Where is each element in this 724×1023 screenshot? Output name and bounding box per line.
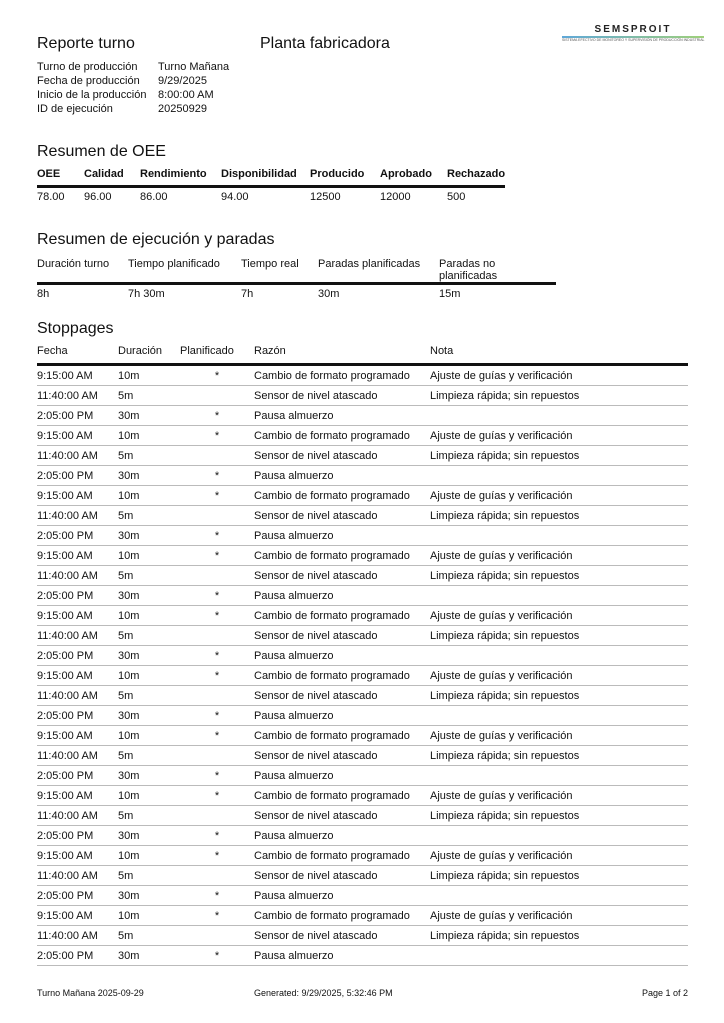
stoppage-time: 11:40:00 AM xyxy=(37,626,118,646)
stoppage-reason: Pausa almuerzo xyxy=(254,766,430,786)
stoppage-row xyxy=(37,606,688,626)
stoppage-reason: Pausa almuerzo xyxy=(254,826,430,846)
stoppage-duration: 30m xyxy=(118,766,180,786)
stoppage-duration: 30m xyxy=(118,646,180,666)
oee-value: 86.00 xyxy=(140,191,168,203)
stoppage-reason: Sensor de nivel atascado xyxy=(254,926,430,946)
oee-value: 94.00 xyxy=(221,191,249,203)
stoppage-planned xyxy=(180,926,254,946)
stoppage-row xyxy=(37,466,688,486)
stoppage-row xyxy=(37,826,688,846)
stoppage-note: Limpieza rápida; sin repuestos xyxy=(430,806,688,826)
logo-tagline: SISTEMA EFECTIVO DE MONITOREO Y SUPERVISIÓN DE PRODUCCIÓN INDUSTRIAL xyxy=(562,38,705,42)
oee-section-title: Resumen de OEE xyxy=(37,143,166,160)
stoppage-reason: Cambio de formato programado xyxy=(254,726,430,746)
stoppage-duration: 10m xyxy=(118,606,180,626)
meta-row xyxy=(37,60,229,74)
stoppage-duration: 10m xyxy=(118,726,180,746)
stoppage-duration: 30m xyxy=(118,406,180,426)
stoppage-row xyxy=(37,446,688,466)
stoppage-duration: 5m xyxy=(118,746,180,766)
stoppage-reason: Cambio de formato programado xyxy=(254,426,430,446)
stoppage-reason: Cambio de formato programado xyxy=(254,786,430,806)
stoppage-planned: * xyxy=(180,486,254,506)
stoppage-note xyxy=(430,946,688,966)
stoppage-reason: Sensor de nivel atascado xyxy=(254,686,430,706)
stoppage-note: Ajuste de guías y verificación xyxy=(430,846,688,866)
stoppage-duration: 5m xyxy=(118,386,180,406)
stoppage-time: 11:40:00 AM xyxy=(37,446,118,466)
oee-header: Rechazado xyxy=(447,168,506,180)
stoppage-reason: Pausa almuerzo xyxy=(254,526,430,546)
stoppage-time: 9:15:00 AM xyxy=(37,546,118,566)
stoppage-duration: 30m xyxy=(118,886,180,906)
stoppage-time: 9:15:00 AM xyxy=(37,486,118,506)
oee-value: 500 xyxy=(447,191,466,203)
stoppage-duration: 10m xyxy=(118,546,180,566)
stoppage-planned: * xyxy=(180,365,254,386)
stoppage-note xyxy=(430,466,688,486)
stoppage-planned: * xyxy=(180,826,254,846)
stoppage-time: 9:15:00 AM xyxy=(37,786,118,806)
stoppage-reason: Cambio de formato programado xyxy=(254,906,430,926)
stoppage-note: Ajuste de guías y verificación xyxy=(430,726,688,746)
stoppage-note xyxy=(430,526,688,546)
oee-value: 12500 xyxy=(310,191,341,203)
stoppage-time: 2:05:00 PM xyxy=(37,526,118,546)
stoppage-row xyxy=(37,726,688,746)
stoppage-row xyxy=(37,526,688,546)
stoppage-planned: * xyxy=(180,706,254,726)
stoppage-reason: Cambio de formato programado xyxy=(254,486,430,506)
stoppage-row xyxy=(37,386,688,406)
stoppage-row xyxy=(37,746,688,766)
stoppage-note: Limpieza rápida; sin repuestos xyxy=(430,626,688,646)
stoppage-reason: Pausa almuerzo xyxy=(254,706,430,726)
stoppage-reason: Sensor de nivel atascado xyxy=(254,446,430,466)
stoppage-note xyxy=(430,406,688,426)
stoppage-time: 2:05:00 PM xyxy=(37,646,118,666)
stoppage-note: Ajuste de guías y verificación xyxy=(430,786,688,806)
stoppages-header: Fecha xyxy=(37,345,68,357)
stoppages-section-title: Stoppages xyxy=(37,320,114,337)
oee-header: Rendimiento xyxy=(140,168,207,180)
oee-value: 78.00 xyxy=(37,191,65,203)
stoppage-row xyxy=(37,506,688,526)
stoppage-note: Ajuste de guías y verificación xyxy=(430,365,688,386)
stoppage-note xyxy=(430,646,688,666)
stoppage-reason: Cambio de formato programado xyxy=(254,846,430,866)
meta-row xyxy=(37,74,229,88)
stoppage-note xyxy=(430,706,688,726)
stoppage-row xyxy=(37,786,688,806)
stoppages-header: Duración xyxy=(118,345,163,357)
footer-generated: Generated: 9/29/2025, 5:32:46 PM xyxy=(254,988,393,998)
meta-row xyxy=(37,102,229,116)
stoppage-row xyxy=(37,365,688,386)
stoppage-time: 2:05:00 PM xyxy=(37,886,118,906)
oee-header: Producido xyxy=(310,168,365,180)
stoppage-row xyxy=(37,846,688,866)
stoppage-duration: 10m xyxy=(118,486,180,506)
stoppages-table xyxy=(37,345,688,966)
stoppage-reason: Cambio de formato programado xyxy=(254,365,430,386)
stoppage-duration: 30m xyxy=(118,526,180,546)
stoppage-planned xyxy=(180,746,254,766)
stoppage-reason: Sensor de nivel atascado xyxy=(254,746,430,766)
stoppage-row xyxy=(37,906,688,926)
meta-value: 20250929 xyxy=(158,103,207,115)
stoppage-row xyxy=(37,486,688,506)
run-header: Tiempo real xyxy=(241,258,299,270)
footer-left: Turno Mañana 2025-09-29 xyxy=(37,988,144,998)
stoppage-note xyxy=(430,826,688,846)
stoppage-duration: 10m xyxy=(118,365,180,386)
stoppage-time: 11:40:00 AM xyxy=(37,686,118,706)
stoppage-planned: * xyxy=(180,726,254,746)
stoppage-note: Limpieza rápida; sin repuestos xyxy=(430,926,688,946)
oee-header: Disponibilidad xyxy=(221,168,297,180)
stoppage-planned: * xyxy=(180,666,254,686)
stoppage-row xyxy=(37,946,688,966)
stoppage-note: Ajuste de guías y verificación xyxy=(430,606,688,626)
meta-label: ID de ejecución xyxy=(37,103,113,115)
stoppage-time: 2:05:00 PM xyxy=(37,466,118,486)
stoppage-planned: * xyxy=(180,546,254,566)
stoppage-time: 11:40:00 AM xyxy=(37,506,118,526)
stoppage-duration: 30m xyxy=(118,946,180,966)
stoppage-duration: 5m xyxy=(118,626,180,646)
stoppage-time: 9:15:00 AM xyxy=(37,426,118,446)
stoppage-duration: 5m xyxy=(118,506,180,526)
stoppage-reason: Sensor de nivel atascado xyxy=(254,386,430,406)
stoppage-reason: Sensor de nivel atascado xyxy=(254,866,430,886)
stoppage-reason: Sensor de nivel atascado xyxy=(254,566,430,586)
stoppage-duration: 5m xyxy=(118,866,180,886)
meta-value: 8:00:00 AM xyxy=(158,89,214,101)
stoppage-time: 9:15:00 AM xyxy=(37,726,118,746)
stoppage-row xyxy=(37,866,688,886)
meta-row xyxy=(37,88,229,102)
stoppage-row xyxy=(37,646,688,666)
stoppage-time: 9:15:00 AM xyxy=(37,606,118,626)
stoppage-planned xyxy=(180,446,254,466)
stoppage-planned: * xyxy=(180,526,254,546)
stoppage-duration: 5m xyxy=(118,686,180,706)
stoppage-time: 9:15:00 AM xyxy=(37,906,118,926)
stoppage-note: Ajuste de guías y verificación xyxy=(430,426,688,446)
stoppage-planned xyxy=(180,566,254,586)
stoppage-note: Limpieza rápida; sin repuestos xyxy=(430,506,688,526)
run-value: 7h xyxy=(241,288,254,300)
meta-label: Fecha de producción xyxy=(37,75,140,87)
stoppage-duration: 5m xyxy=(118,446,180,466)
stoppage-planned xyxy=(180,806,254,826)
stoppage-note xyxy=(430,766,688,786)
stoppage-note: Ajuste de guías y verificación xyxy=(430,906,688,926)
stoppage-note: Limpieza rápida; sin repuestos xyxy=(430,686,688,706)
stoppage-reason: Pausa almuerzo xyxy=(254,946,430,966)
stoppage-planned: * xyxy=(180,646,254,666)
stoppage-reason: Cambio de formato programado xyxy=(254,666,430,686)
stoppage-planned: * xyxy=(180,406,254,426)
stoppage-time: 2:05:00 PM xyxy=(37,706,118,726)
stoppage-reason: Pausa almuerzo xyxy=(254,466,430,486)
stoppage-planned xyxy=(180,386,254,406)
oee-header: Aprobado xyxy=(380,168,432,180)
run-section-title: Resumen de ejecución y paradas xyxy=(37,231,275,248)
stoppage-planned: * xyxy=(180,886,254,906)
stoppage-time: 9:15:00 AM xyxy=(37,666,118,686)
stoppage-time: 11:40:00 AM xyxy=(37,926,118,946)
stoppage-reason: Pausa almuerzo xyxy=(254,586,430,606)
stoppage-time: 2:05:00 PM xyxy=(37,406,118,426)
stoppage-row xyxy=(37,546,688,566)
stoppage-row xyxy=(37,586,688,606)
report-meta xyxy=(37,60,229,116)
stoppage-planned: * xyxy=(180,846,254,866)
stoppage-note: Ajuste de guías y verificación xyxy=(430,666,688,686)
oee-value: 96.00 xyxy=(84,191,112,203)
stoppage-reason: Sensor de nivel atascado xyxy=(254,506,430,526)
stoppage-planned: * xyxy=(180,906,254,926)
oee-value: 12000 xyxy=(380,191,411,203)
stoppages-header: Planificado xyxy=(180,345,234,357)
run-header: Duración turno xyxy=(37,258,110,270)
stoppage-planned: * xyxy=(180,466,254,486)
stoppage-time: 11:40:00 AM xyxy=(37,566,118,586)
stoppage-row xyxy=(37,686,688,706)
stoppage-duration: 10m xyxy=(118,846,180,866)
stoppage-row xyxy=(37,926,688,946)
stoppage-duration: 10m xyxy=(118,426,180,446)
stoppage-planned: * xyxy=(180,786,254,806)
stoppage-duration: 10m xyxy=(118,906,180,926)
oee-header: Calidad xyxy=(84,168,124,180)
stoppage-time: 2:05:00 PM xyxy=(37,946,118,966)
stoppage-planned xyxy=(180,506,254,526)
run-value: 7h 30m xyxy=(128,288,165,300)
oee-table xyxy=(37,168,505,206)
stoppage-duration: 30m xyxy=(118,826,180,846)
stoppage-duration: 5m xyxy=(118,806,180,826)
stoppage-reason: Pausa almuerzo xyxy=(254,886,430,906)
stoppage-note: Limpieza rápida; sin repuestos xyxy=(430,566,688,586)
stoppage-reason: Sensor de nivel atascado xyxy=(254,626,430,646)
stoppages-header: Nota xyxy=(430,345,454,357)
stoppage-reason: Sensor de nivel atascado xyxy=(254,806,430,826)
stoppage-planned: * xyxy=(180,946,254,966)
run-header: Paradas no planificadas xyxy=(439,258,498,282)
meta-label: Inicio de la producción xyxy=(37,89,147,101)
stoppage-planned: * xyxy=(180,766,254,786)
stoppage-duration: 30m xyxy=(118,706,180,726)
stoppage-duration: 5m xyxy=(118,566,180,586)
stoppage-planned: * xyxy=(180,426,254,446)
run-header: Paradas planificadas xyxy=(318,258,421,270)
stoppage-note: Ajuste de guías y verificación xyxy=(430,486,688,506)
stoppage-time: 9:15:00 AM xyxy=(37,846,118,866)
stoppage-row xyxy=(37,666,688,686)
stoppage-duration: 5m xyxy=(118,926,180,946)
run-value: 15m xyxy=(439,288,461,300)
stoppage-planned: * xyxy=(180,586,254,606)
stoppage-note: Limpieza rápida; sin repuestos xyxy=(430,386,688,406)
stoppage-note: Limpieza rápida; sin repuestos xyxy=(430,446,688,466)
stoppage-duration: 30m xyxy=(118,586,180,606)
stoppage-row xyxy=(37,886,688,906)
stoppage-row xyxy=(37,426,688,446)
stoppage-time: 2:05:00 PM xyxy=(37,766,118,786)
stoppage-duration: 10m xyxy=(118,666,180,686)
stoppage-row xyxy=(37,626,688,646)
stoppage-note xyxy=(430,586,688,606)
meta-label: Turno de producción xyxy=(37,61,138,73)
plant-name: Planta fabricadora xyxy=(260,35,390,52)
stoppage-time: 11:40:00 AM xyxy=(37,746,118,766)
stoppage-reason: Pausa almuerzo xyxy=(254,646,430,666)
stoppage-duration: 30m xyxy=(118,466,180,486)
report-title: Reporte turno xyxy=(37,35,135,52)
run-value: 8h xyxy=(37,288,50,300)
stoppage-time: 2:05:00 PM xyxy=(37,826,118,846)
stoppage-time: 2:05:00 PM xyxy=(37,586,118,606)
stoppages-header: Razón xyxy=(254,345,286,357)
meta-value: 9/29/2025 xyxy=(158,75,207,87)
stoppage-note: Limpieza rápida; sin repuestos xyxy=(430,746,688,766)
stoppage-reason: Cambio de formato programado xyxy=(254,546,430,566)
logo-name: SEMSPROIT xyxy=(594,24,672,35)
stoppage-time: 11:40:00 AM xyxy=(37,866,118,886)
stoppage-row xyxy=(37,406,688,426)
oee-header: OEE xyxy=(37,168,61,180)
stoppage-reason: Pausa almuerzo xyxy=(254,406,430,426)
stoppage-reason: Cambio de formato programado xyxy=(254,606,430,626)
stoppage-planned xyxy=(180,866,254,886)
stoppage-duration: 10m xyxy=(118,786,180,806)
stoppage-note xyxy=(430,886,688,906)
stoppage-row xyxy=(37,706,688,726)
stoppage-time: 11:40:00 AM xyxy=(37,386,118,406)
stoppage-planned: * xyxy=(180,606,254,626)
run-header: Tiempo planificado xyxy=(128,258,220,270)
run-value: 30m xyxy=(318,288,340,300)
logo xyxy=(562,24,704,42)
stoppage-planned xyxy=(180,626,254,646)
meta-value: Turno Mañana xyxy=(158,61,230,73)
stoppage-row xyxy=(37,806,688,826)
stoppage-time: 9:15:00 AM xyxy=(37,365,118,386)
stoppage-time: 11:40:00 AM xyxy=(37,806,118,826)
run-table xyxy=(37,258,556,303)
footer-page-number: Page 1 of 2 xyxy=(641,988,688,998)
stoppage-row xyxy=(37,766,688,786)
stoppage-row xyxy=(37,566,688,586)
stoppage-note: Limpieza rápida; sin repuestos xyxy=(430,866,688,886)
stoppage-planned xyxy=(180,686,254,706)
stoppage-note: Ajuste de guías y verificación xyxy=(430,546,688,566)
